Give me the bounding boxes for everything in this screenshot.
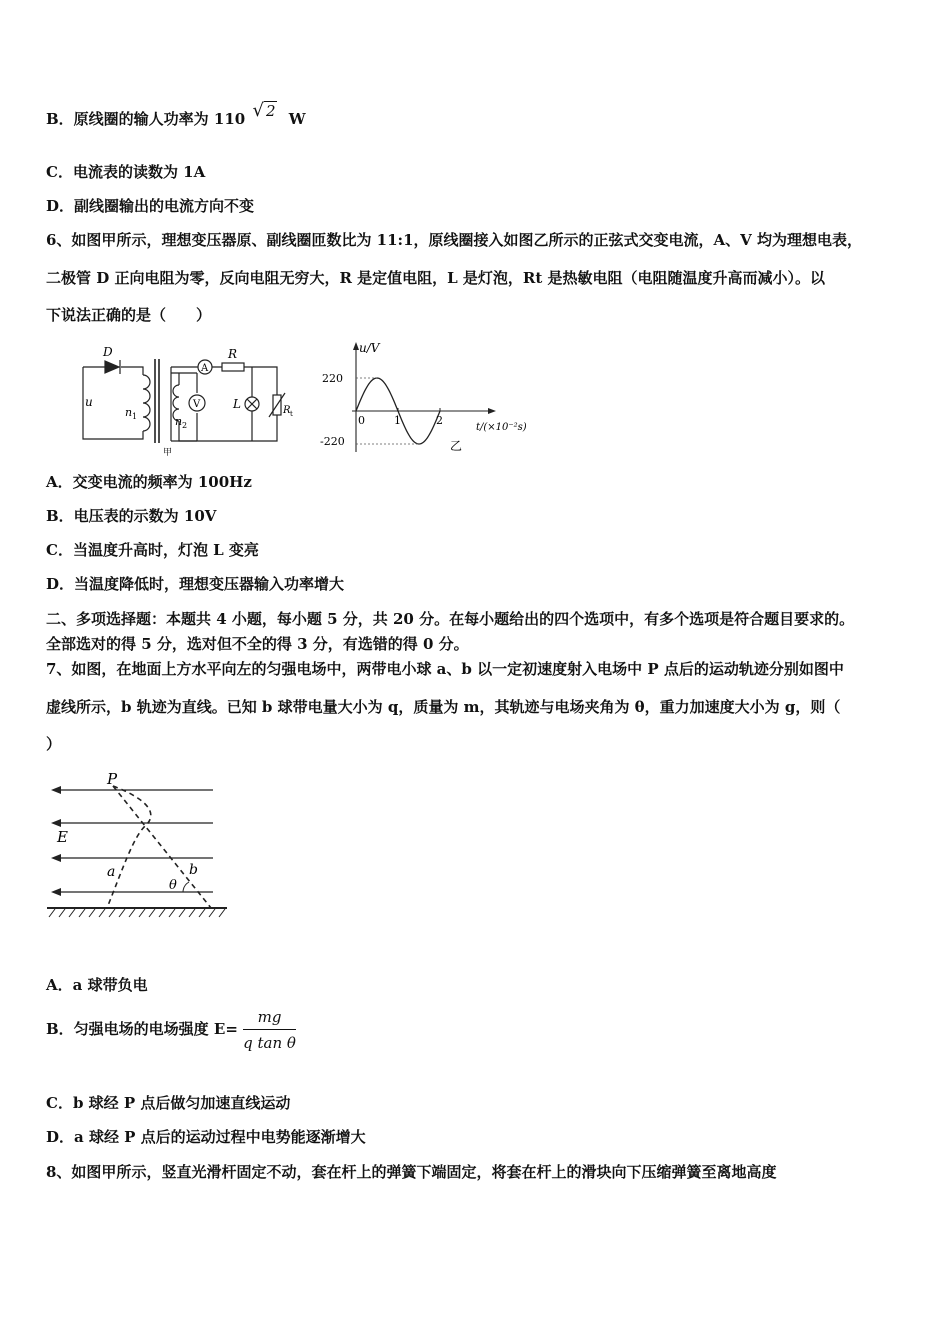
graph-xlabel: t/(×10⁻²s) bbox=[476, 422, 527, 433]
label-L: L bbox=[233, 397, 241, 411]
label-V: V bbox=[193, 399, 201, 410]
graph-ymax-label: 220 bbox=[322, 372, 343, 385]
sine-graph bbox=[318, 340, 538, 458]
label-D: D bbox=[103, 345, 113, 359]
q5-option-b bbox=[46, 100, 306, 129]
q5-option-c: C．电流表的读数为 1A bbox=[46, 163, 206, 181]
trajectory-b bbox=[113, 786, 211, 908]
fraction-denominator: q tan θ bbox=[243, 1034, 296, 1052]
q7-stem-line1: 7、如图，在地面上方水平向左的匀强电场中，两带电小球 a、b 以一定初速度射入电场中 P 点后的运动轨迹分别如图中 bbox=[46, 660, 844, 678]
angle-arc bbox=[183, 882, 189, 892]
q7-option-a: A．a 球带负电 bbox=[46, 976, 148, 994]
graph-ylabel: u/V bbox=[359, 341, 380, 355]
q6-stem-line3: 下说法正确的是（ ） bbox=[46, 306, 212, 324]
x-axis-arrow bbox=[488, 408, 496, 414]
q7-option-b bbox=[46, 1008, 296, 1052]
q6-option-d: D．当温度降低时，理想变压器输入功率增大 bbox=[46, 575, 345, 593]
field-figure bbox=[45, 768, 235, 918]
label-R: R bbox=[228, 347, 238, 361]
q7-option-b-text: B．匀强电场的电场强度 E= bbox=[46, 1020, 238, 1038]
label-a: a bbox=[107, 864, 116, 880]
label-b: b bbox=[189, 862, 198, 878]
q5-option-d: D．副线圈输出的电流方向不变 bbox=[46, 197, 255, 215]
graph-x0-label: 0 bbox=[358, 414, 365, 427]
q7-option-c: C．b 球经 P 点后做匀加速直线运动 bbox=[46, 1094, 291, 1112]
fraction bbox=[243, 1008, 296, 1052]
fraction-numerator: mg bbox=[243, 1008, 296, 1030]
q6-option-c: C．当温度升高时，灯泡 L 变亮 bbox=[46, 541, 259, 559]
q7-stem-line2: 虚线所示，b 轨迹为直线。已知 b 球带电量大小为 q，质量为 m，其轨迹与电场夹角为 θ，重力加速度大小为 g，则（ bbox=[46, 698, 841, 716]
label-A: A bbox=[201, 363, 209, 374]
label-n2: n bbox=[175, 415, 183, 428]
graph-yi: 乙 bbox=[450, 439, 463, 453]
q7-stem-line3: ） bbox=[46, 735, 62, 753]
q5-option-b-unit: W bbox=[288, 110, 306, 128]
q6-option-a: A．交变电流的频率为 100Hz bbox=[46, 473, 252, 491]
label-Rt-sub: t bbox=[290, 410, 293, 418]
label-u: u bbox=[85, 395, 93, 409]
q6-stem-line2: 二极管 D 正向电阻为零，反向电阻无穷大，R 是定值电阻，L 是灯泡，Rt 是热敏电阻（电阻随温度升高而减小）。以 bbox=[46, 269, 826, 287]
graph-ymin-label: -220 bbox=[320, 435, 345, 448]
section2-line2: 全部选对的得 5 分，选对但不全的得 3 分，有选错的得 0 分。 bbox=[46, 635, 469, 653]
q5-option-b-text: B．原线圈的输人功率为 110 bbox=[46, 110, 246, 128]
label-n2-sub: 2 bbox=[182, 421, 188, 430]
graph-x1-label: 1 bbox=[394, 414, 401, 427]
label-theta: θ bbox=[169, 878, 177, 893]
label-E: E bbox=[57, 828, 68, 846]
label-P: P bbox=[107, 770, 118, 788]
label-n1-sub: 1 bbox=[132, 412, 138, 421]
graph-x2-label: 2 bbox=[436, 414, 443, 427]
label-Rt: R bbox=[283, 405, 291, 416]
circuit-figure bbox=[75, 345, 300, 457]
q6-stem-line1: 6、如图甲所示，理想变压器原、副线圈匝数比为 11:1，原线圈接入如图乙所示的正弦式交变电流，A、V 均为理想电表， bbox=[46, 231, 863, 249]
label-jia: 甲 bbox=[163, 448, 173, 457]
label-n1: n bbox=[125, 406, 133, 419]
trajectory-a bbox=[107, 786, 151, 908]
q7-option-d: D．a 球经 P 点后的运动过程中电势能逐渐增大 bbox=[46, 1128, 366, 1146]
section2-line1: 二、多项选择题：本题共 4 小题，每小题 5 分，共 20 分。在每小题给出的四个选项中，有多个选项是符合题目要求的。 bbox=[46, 610, 855, 628]
ground-hatch bbox=[49, 909, 225, 917]
q6-option-b: B．电压表的示数为 10V bbox=[46, 507, 217, 525]
q8-stem-line1: 8、如图甲所示，竖直光滑杆固定不动，套在杆上的弹簧下端固定，将套在杆上的滑块向下压缩弹簧至离地高度 bbox=[46, 1163, 777, 1181]
sqrt-symbol: √ 2 bbox=[252, 100, 276, 121]
